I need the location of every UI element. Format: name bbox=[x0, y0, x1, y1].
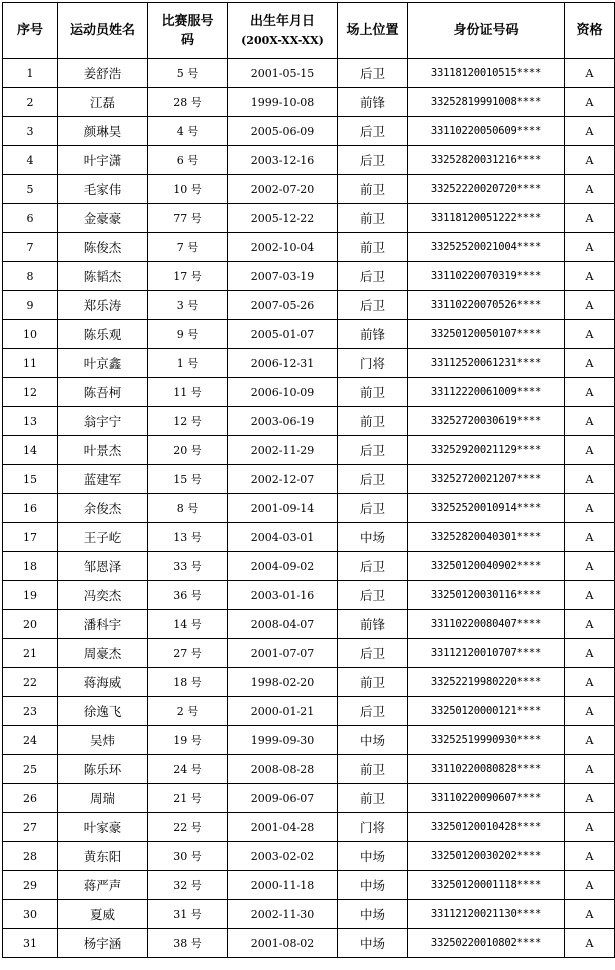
cell-number: 14 号 bbox=[148, 610, 228, 639]
cell-qualification: A bbox=[565, 204, 615, 233]
cell-id: 33118120051222**** bbox=[408, 204, 565, 233]
table-row bbox=[3, 842, 615, 871]
cell-number: 11 号 bbox=[148, 378, 228, 407]
cell-birth: 2005-06-09 bbox=[228, 117, 338, 146]
header-row bbox=[3, 3, 615, 59]
cell-position: 中场 bbox=[338, 871, 408, 900]
cell-number: 19 号 bbox=[148, 726, 228, 755]
cell-birth: 2005-01-07 bbox=[228, 320, 338, 349]
cell-position: 门将 bbox=[338, 813, 408, 842]
cell-qualification: A bbox=[565, 813, 615, 842]
table-row bbox=[3, 465, 615, 494]
cell-position: 后卫 bbox=[338, 146, 408, 175]
cell-name: 叶京鑫 bbox=[58, 349, 148, 378]
cell-position: 中场 bbox=[338, 726, 408, 755]
cell-birth: 1999-10-08 bbox=[228, 88, 338, 117]
table-row bbox=[3, 88, 615, 117]
cell-name: 徐逸飞 bbox=[58, 697, 148, 726]
cell-number: 24 号 bbox=[148, 755, 228, 784]
cell-id: 33252920021129**** bbox=[408, 436, 565, 465]
cell-name: 叶宇潇 bbox=[58, 146, 148, 175]
cell-qualification: A bbox=[565, 175, 615, 204]
cell-birth: 2001-07-07 bbox=[228, 639, 338, 668]
cell-birth: 2006-10-09 bbox=[228, 378, 338, 407]
cell-number: 6 号 bbox=[148, 146, 228, 175]
cell-number: 27 号 bbox=[148, 639, 228, 668]
cell-id: 33250120050107**** bbox=[408, 320, 565, 349]
cell-name: 杨宇涵 bbox=[58, 929, 148, 958]
table-row bbox=[3, 784, 615, 813]
cell-seq: 2 bbox=[3, 88, 58, 117]
header-position: 场上位置 bbox=[338, 3, 408, 59]
cell-position: 后卫 bbox=[338, 117, 408, 146]
cell-id: 33252720030619**** bbox=[408, 407, 565, 436]
cell-id: 33112120021130**** bbox=[408, 900, 565, 929]
cell-seq: 18 bbox=[3, 552, 58, 581]
cell-id: 33112120010707**** bbox=[408, 639, 565, 668]
cell-name: 郑乐涛 bbox=[58, 291, 148, 320]
table-row bbox=[3, 349, 615, 378]
cell-name: 陈韬杰 bbox=[58, 262, 148, 291]
cell-number: 9 号 bbox=[148, 320, 228, 349]
cell-seq: 30 bbox=[3, 900, 58, 929]
cell-id: 33110220080407**** bbox=[408, 610, 565, 639]
cell-id: 33250120040902**** bbox=[408, 552, 565, 581]
header-qualification: 资格 bbox=[565, 3, 615, 59]
table-row bbox=[3, 262, 615, 291]
table-row bbox=[3, 929, 615, 958]
cell-qualification: A bbox=[565, 726, 615, 755]
table-row bbox=[3, 407, 615, 436]
cell-qualification: A bbox=[565, 842, 615, 871]
cell-id: 33110220050609**** bbox=[408, 117, 565, 146]
cell-name: 金豪豪 bbox=[58, 204, 148, 233]
table-row bbox=[3, 233, 615, 262]
cell-qualification: A bbox=[565, 697, 615, 726]
header-number-line1: 比赛服号 bbox=[161, 13, 214, 29]
cell-number: 3 号 bbox=[148, 291, 228, 320]
cell-id: 33118120010515**** bbox=[408, 59, 565, 88]
cell-position: 后卫 bbox=[338, 697, 408, 726]
cell-birth: 2001-08-02 bbox=[228, 929, 338, 958]
cell-id: 33110220080828**** bbox=[408, 755, 565, 784]
cell-qualification: A bbox=[565, 291, 615, 320]
cell-name: 黄东阳 bbox=[58, 842, 148, 871]
table-row bbox=[3, 581, 615, 610]
cell-number: 7 号 bbox=[148, 233, 228, 262]
cell-number: 30 号 bbox=[148, 842, 228, 871]
cell-position: 前锋 bbox=[338, 320, 408, 349]
header-id: 身份证号码 bbox=[408, 3, 565, 59]
cell-birth: 2004-09-02 bbox=[228, 552, 338, 581]
cell-name: 叶景杰 bbox=[58, 436, 148, 465]
cell-birth: 2004-03-01 bbox=[228, 523, 338, 552]
header-birth-format: (200X-XX-XX) bbox=[241, 33, 324, 47]
cell-seq: 23 bbox=[3, 697, 58, 726]
cell-id: 33110220090607**** bbox=[408, 784, 565, 813]
cell-position: 后卫 bbox=[338, 494, 408, 523]
cell-name: 叶家豪 bbox=[58, 813, 148, 842]
table-row bbox=[3, 813, 615, 842]
cell-name: 吴炜 bbox=[58, 726, 148, 755]
cell-seq: 16 bbox=[3, 494, 58, 523]
cell-seq: 28 bbox=[3, 842, 58, 871]
cell-position: 中场 bbox=[338, 523, 408, 552]
cell-number: 4 号 bbox=[148, 117, 228, 146]
cell-position: 后卫 bbox=[338, 436, 408, 465]
cell-id: 33252520010914**** bbox=[408, 494, 565, 523]
table-row bbox=[3, 523, 615, 552]
cell-seq: 1 bbox=[3, 59, 58, 88]
table-row bbox=[3, 117, 615, 146]
cell-position: 后卫 bbox=[338, 581, 408, 610]
cell-qualification: A bbox=[565, 639, 615, 668]
cell-name: 毛家伟 bbox=[58, 175, 148, 204]
cell-qualification: A bbox=[565, 88, 615, 117]
cell-birth: 2003-01-16 bbox=[228, 581, 338, 610]
cell-birth: 2003-02-02 bbox=[228, 842, 338, 871]
cell-seq: 17 bbox=[3, 523, 58, 552]
cell-name: 翁宇宁 bbox=[58, 407, 148, 436]
cell-number: 1 号 bbox=[148, 349, 228, 378]
cell-qualification: A bbox=[565, 900, 615, 929]
cell-id: 33252820031216**** bbox=[408, 146, 565, 175]
cell-name: 陈乐观 bbox=[58, 320, 148, 349]
cell-qualification: A bbox=[565, 320, 615, 349]
cell-id: 33252720021207**** bbox=[408, 465, 565, 494]
cell-qualification: A bbox=[565, 117, 615, 146]
cell-seq: 20 bbox=[3, 610, 58, 639]
cell-number: 77 号 bbox=[148, 204, 228, 233]
cell-position: 前卫 bbox=[338, 755, 408, 784]
cell-seq: 13 bbox=[3, 407, 58, 436]
header-number-line2: 码 bbox=[180, 32, 194, 48]
table-row bbox=[3, 291, 615, 320]
header-number bbox=[148, 3, 228, 59]
cell-birth: 2002-11-29 bbox=[228, 436, 338, 465]
cell-seq: 26 bbox=[3, 784, 58, 813]
cell-qualification: A bbox=[565, 407, 615, 436]
cell-position: 前卫 bbox=[338, 668, 408, 697]
header-seq: 序号 bbox=[3, 3, 58, 59]
cell-qualification: A bbox=[565, 146, 615, 175]
roster-body bbox=[3, 59, 615, 958]
cell-id: 33250220010802**** bbox=[408, 929, 565, 958]
cell-birth: 2005-12-22 bbox=[228, 204, 338, 233]
cell-seq: 3 bbox=[3, 117, 58, 146]
cell-seq: 6 bbox=[3, 204, 58, 233]
cell-qualification: A bbox=[565, 929, 615, 958]
cell-birth: 2007-05-26 bbox=[228, 291, 338, 320]
cell-id: 33252520021004**** bbox=[408, 233, 565, 262]
cell-birth: 2006-12-31 bbox=[228, 349, 338, 378]
cell-number: 33 号 bbox=[148, 552, 228, 581]
cell-id: 33252220020720**** bbox=[408, 175, 565, 204]
table-row bbox=[3, 494, 615, 523]
table-row bbox=[3, 610, 615, 639]
table-row bbox=[3, 900, 615, 929]
cell-seq: 11 bbox=[3, 349, 58, 378]
header-birth bbox=[228, 3, 338, 59]
cell-number: 17 号 bbox=[148, 262, 228, 291]
cell-seq: 29 bbox=[3, 871, 58, 900]
cell-birth: 2007-03-19 bbox=[228, 262, 338, 291]
cell-name: 蓝建军 bbox=[58, 465, 148, 494]
cell-position: 前卫 bbox=[338, 784, 408, 813]
cell-qualification: A bbox=[565, 378, 615, 407]
cell-seq: 24 bbox=[3, 726, 58, 755]
cell-position: 前卫 bbox=[338, 233, 408, 262]
cell-id: 33250120000121**** bbox=[408, 697, 565, 726]
cell-qualification: A bbox=[565, 668, 615, 697]
table-row bbox=[3, 59, 615, 88]
cell-birth: 2000-01-21 bbox=[228, 697, 338, 726]
cell-position: 后卫 bbox=[338, 552, 408, 581]
cell-name: 周豪杰 bbox=[58, 639, 148, 668]
cell-birth: 2009-06-07 bbox=[228, 784, 338, 813]
cell-id: 33112520061231**** bbox=[408, 349, 565, 378]
cell-position: 中场 bbox=[338, 900, 408, 929]
header-birth-line1: 出生年月日 bbox=[249, 13, 315, 29]
cell-qualification: A bbox=[565, 581, 615, 610]
cell-position: 后卫 bbox=[338, 291, 408, 320]
cell-name: 夏威 bbox=[58, 900, 148, 929]
cell-name: 冯奕杰 bbox=[58, 581, 148, 610]
cell-name: 陈吾柯 bbox=[58, 378, 148, 407]
cell-name: 周瑞 bbox=[58, 784, 148, 813]
cell-id: 33252219980220**** bbox=[408, 668, 565, 697]
cell-seq: 21 bbox=[3, 639, 58, 668]
cell-seq: 27 bbox=[3, 813, 58, 842]
cell-number: 20 号 bbox=[148, 436, 228, 465]
cell-birth: 2001-04-28 bbox=[228, 813, 338, 842]
cell-number: 18 号 bbox=[148, 668, 228, 697]
cell-name: 陈俊杰 bbox=[58, 233, 148, 262]
cell-position: 后卫 bbox=[338, 639, 408, 668]
table-row bbox=[3, 436, 615, 465]
table-row bbox=[3, 204, 615, 233]
cell-id: 33112220061009**** bbox=[408, 378, 565, 407]
cell-number: 15 号 bbox=[148, 465, 228, 494]
cell-birth: 2002-07-20 bbox=[228, 175, 338, 204]
cell-position: 中场 bbox=[338, 929, 408, 958]
cell-position: 前卫 bbox=[338, 204, 408, 233]
cell-qualification: A bbox=[565, 784, 615, 813]
cell-qualification: A bbox=[565, 465, 615, 494]
cell-number: 2 号 bbox=[148, 697, 228, 726]
cell-seq: 15 bbox=[3, 465, 58, 494]
table-row bbox=[3, 378, 615, 407]
cell-seq: 25 bbox=[3, 755, 58, 784]
cell-birth: 2000-11-18 bbox=[228, 871, 338, 900]
cell-number: 5 号 bbox=[148, 59, 228, 88]
table-row bbox=[3, 755, 615, 784]
cell-birth: 2001-09-14 bbox=[228, 494, 338, 523]
cell-number: 38 号 bbox=[148, 929, 228, 958]
cell-id: 33252819991008**** bbox=[408, 88, 565, 117]
cell-number: 31 号 bbox=[148, 900, 228, 929]
cell-number: 22 号 bbox=[148, 813, 228, 842]
cell-id: 33250120030116**** bbox=[408, 581, 565, 610]
table-row bbox=[3, 639, 615, 668]
cell-id: 33110220070319**** bbox=[408, 262, 565, 291]
cell-number: 8 号 bbox=[148, 494, 228, 523]
cell-qualification: A bbox=[565, 262, 615, 291]
cell-id: 33252820040301**** bbox=[408, 523, 565, 552]
cell-position: 前卫 bbox=[338, 378, 408, 407]
cell-number: 13 号 bbox=[148, 523, 228, 552]
cell-position: 前卫 bbox=[338, 407, 408, 436]
cell-qualification: A bbox=[565, 871, 615, 900]
table-row bbox=[3, 320, 615, 349]
cell-birth: 2008-04-07 bbox=[228, 610, 338, 639]
table-row bbox=[3, 552, 615, 581]
cell-seq: 31 bbox=[3, 929, 58, 958]
cell-name: 颜琳昊 bbox=[58, 117, 148, 146]
cell-position: 前锋 bbox=[338, 88, 408, 117]
cell-seq: 14 bbox=[3, 436, 58, 465]
cell-position: 中场 bbox=[338, 842, 408, 871]
cell-qualification: A bbox=[565, 755, 615, 784]
cell-qualification: A bbox=[565, 523, 615, 552]
cell-seq: 9 bbox=[3, 291, 58, 320]
cell-qualification: A bbox=[565, 349, 615, 378]
cell-name: 邹恩泽 bbox=[58, 552, 148, 581]
cell-number: 21 号 bbox=[148, 784, 228, 813]
cell-id: 33110220070526**** bbox=[408, 291, 565, 320]
cell-birth: 1998-02-20 bbox=[228, 668, 338, 697]
cell-number: 28 号 bbox=[148, 88, 228, 117]
cell-name: 陈乐环 bbox=[58, 755, 148, 784]
cell-qualification: A bbox=[565, 552, 615, 581]
cell-birth: 2002-10-04 bbox=[228, 233, 338, 262]
cell-qualification: A bbox=[565, 494, 615, 523]
table-row bbox=[3, 175, 615, 204]
cell-position: 后卫 bbox=[338, 262, 408, 291]
roster-table bbox=[2, 2, 615, 958]
table-row bbox=[3, 146, 615, 175]
cell-seq: 10 bbox=[3, 320, 58, 349]
cell-seq: 5 bbox=[3, 175, 58, 204]
cell-position: 前卫 bbox=[338, 175, 408, 204]
cell-id: 33252519990930**** bbox=[408, 726, 565, 755]
cell-birth: 2003-06-19 bbox=[228, 407, 338, 436]
cell-id: 33250120030202**** bbox=[408, 842, 565, 871]
cell-id: 33250120010428**** bbox=[408, 813, 565, 842]
cell-birth: 2002-12-07 bbox=[228, 465, 338, 494]
table-row bbox=[3, 668, 615, 697]
cell-name: 蒋海威 bbox=[58, 668, 148, 697]
cell-position: 门将 bbox=[338, 349, 408, 378]
cell-position: 前锋 bbox=[338, 610, 408, 639]
cell-number: 36 号 bbox=[148, 581, 228, 610]
cell-seq: 7 bbox=[3, 233, 58, 262]
cell-qualification: A bbox=[565, 610, 615, 639]
cell-name: 姜舒浩 bbox=[58, 59, 148, 88]
cell-seq: 19 bbox=[3, 581, 58, 610]
cell-number: 32 号 bbox=[148, 871, 228, 900]
header-name: 运动员姓名 bbox=[58, 3, 148, 59]
cell-seq: 4 bbox=[3, 146, 58, 175]
cell-position: 后卫 bbox=[338, 465, 408, 494]
cell-name: 王子屹 bbox=[58, 523, 148, 552]
cell-number: 10 号 bbox=[148, 175, 228, 204]
cell-seq: 8 bbox=[3, 262, 58, 291]
cell-name: 余俊杰 bbox=[58, 494, 148, 523]
cell-qualification: A bbox=[565, 233, 615, 262]
table-row bbox=[3, 697, 615, 726]
cell-birth: 2002-11-30 bbox=[228, 900, 338, 929]
cell-birth: 2001-05-15 bbox=[228, 59, 338, 88]
table-row bbox=[3, 726, 615, 755]
table-row bbox=[3, 871, 615, 900]
cell-birth: 2008-08-28 bbox=[228, 755, 338, 784]
cell-id: 33250120001118**** bbox=[408, 871, 565, 900]
cell-name: 蒋严声 bbox=[58, 871, 148, 900]
cell-qualification: A bbox=[565, 436, 615, 465]
cell-qualification: A bbox=[565, 59, 615, 88]
cell-seq: 22 bbox=[3, 668, 58, 697]
cell-seq: 12 bbox=[3, 378, 58, 407]
cell-number: 12 号 bbox=[148, 407, 228, 436]
cell-name: 潘科宇 bbox=[58, 610, 148, 639]
cell-birth: 2003-12-16 bbox=[228, 146, 338, 175]
cell-position: 后卫 bbox=[338, 59, 408, 88]
cell-name: 江磊 bbox=[58, 88, 148, 117]
cell-birth: 1999-09-30 bbox=[228, 726, 338, 755]
